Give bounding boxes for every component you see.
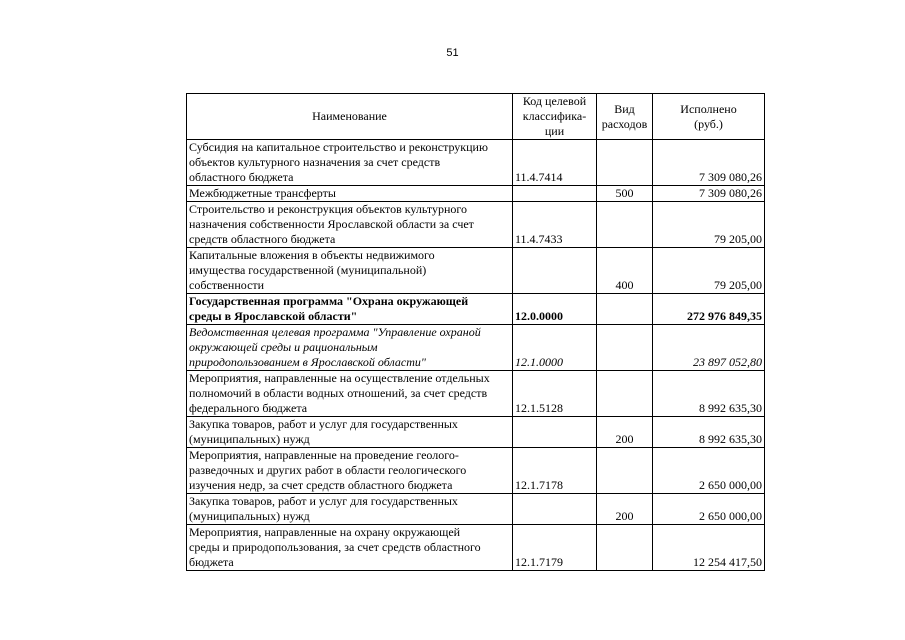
table-row: [187, 448, 765, 494]
row-type-cell: [597, 448, 653, 494]
row-code-cell: 12.1.0000: [513, 325, 597, 371]
row-amount-cell: 79 205,00: [653, 202, 765, 248]
row-code-cell: [513, 494, 597, 525]
row-name-cell: Государственная программа "Охрана окружающей среды в Ярославской области": [187, 294, 513, 325]
row-type-cell: [597, 294, 653, 325]
row-code-cell: 12.1.7178: [513, 448, 597, 494]
row-amount-cell: 23 897 052,80: [653, 325, 765, 371]
row-name-cell: Строительство и реконструкция объектов культурного назначения собственности Ярославской области за счет средств областного бюджета: [187, 202, 513, 248]
row-amount-cell: 8 992 635,30: [653, 417, 765, 448]
row-name-cell: Субсидия на капитальное строительство и реконструкцию объектов культурного назначения за счет средств областного бюджета: [187, 140, 513, 186]
row-name-cell: Мероприятия, направленные на охрану окружающей среды и природопользования, за счет средств областного бюджета: [187, 525, 513, 571]
header-name-text: Наименование: [312, 109, 387, 123]
row-type-cell: [597, 371, 653, 417]
row-amount-cell: 79 205,00: [653, 248, 765, 294]
row-amount-cell: 2 650 000,00: [653, 448, 765, 494]
row-name-cell: Закупка товаров, работ и услуг для государственных (муниципальных) нужд: [187, 494, 513, 525]
row-amount-cell: 7 309 080,26: [653, 186, 765, 202]
row-name-cell: Мероприятия, направленные на осуществление отдельных полномочий в области водных отношений, за счет средств федерального бюджета: [187, 371, 513, 417]
row-amount-cell: 12 254 417,50: [653, 525, 765, 571]
row-amount-cell: 8 992 635,30: [653, 371, 765, 417]
page-number: 51: [446, 47, 459, 59]
header-type-text: Вид расходов: [601, 101, 648, 131]
header-name: [187, 94, 513, 140]
budget-table: [186, 93, 765, 571]
header-code-text: Код целевой классифика- ции: [522, 94, 587, 138]
row-type-cell: [597, 325, 653, 371]
table-row: [187, 248, 765, 294]
row-type-cell: [597, 202, 653, 248]
row-type-cell: [597, 140, 653, 186]
row-code-cell: [513, 186, 597, 202]
row-type-cell: 500: [597, 186, 653, 202]
row-amount-cell: 272 976 849,35: [653, 294, 765, 325]
table-row: [187, 525, 765, 571]
row-code-cell: [513, 417, 597, 448]
row-code-cell: [513, 248, 597, 294]
row-code-cell: 11.4.7414: [513, 140, 597, 186]
header-code: [513, 94, 597, 140]
row-name-cell: Закупка товаров, работ и услуг для государственных (муниципальных) нужд: [187, 417, 513, 448]
table-row: [187, 417, 765, 448]
table-row: [187, 140, 765, 186]
table-row: [187, 325, 765, 371]
row-code-cell: 12.0.0000: [513, 294, 597, 325]
row-name-cell: Межбюджетные трансферты: [187, 186, 513, 202]
table-row: [187, 371, 765, 417]
table-row: [187, 494, 765, 525]
header-amount: [653, 94, 765, 140]
header-amount-text: Исполнено (руб.): [680, 101, 737, 131]
row-code-cell: 12.1.7179: [513, 525, 597, 571]
row-code-cell: 12.1.5128: [513, 371, 597, 417]
row-name-cell: Капитальные вложения в объекты недвижимого имущества государственной (муниципальной) собственности: [187, 248, 513, 294]
table-body: [187, 140, 765, 571]
row-type-cell: [597, 525, 653, 571]
row-name-cell: Мероприятия, направленные на проведение геолого- разведочных и других работ в области геологического изучения недр, за счет средств областного бюджета: [187, 448, 513, 494]
row-code-cell: 11.4.7433: [513, 202, 597, 248]
row-amount-cell: 7 309 080,26: [653, 140, 765, 186]
row-type-cell: 400: [597, 248, 653, 294]
row-name-cell: Ведомственная целевая программа "Управление охраной окружающей среды и рациональным природопользованием в Ярославской области": [187, 325, 513, 371]
row-amount-cell: 2 650 000,00: [653, 494, 765, 525]
row-type-cell: 200: [597, 494, 653, 525]
table-header-row: [187, 94, 765, 140]
header-type: [597, 94, 653, 140]
row-type-cell: 200: [597, 417, 653, 448]
table-row: [187, 294, 765, 325]
table-row: [187, 202, 765, 248]
table-row: [187, 186, 765, 202]
